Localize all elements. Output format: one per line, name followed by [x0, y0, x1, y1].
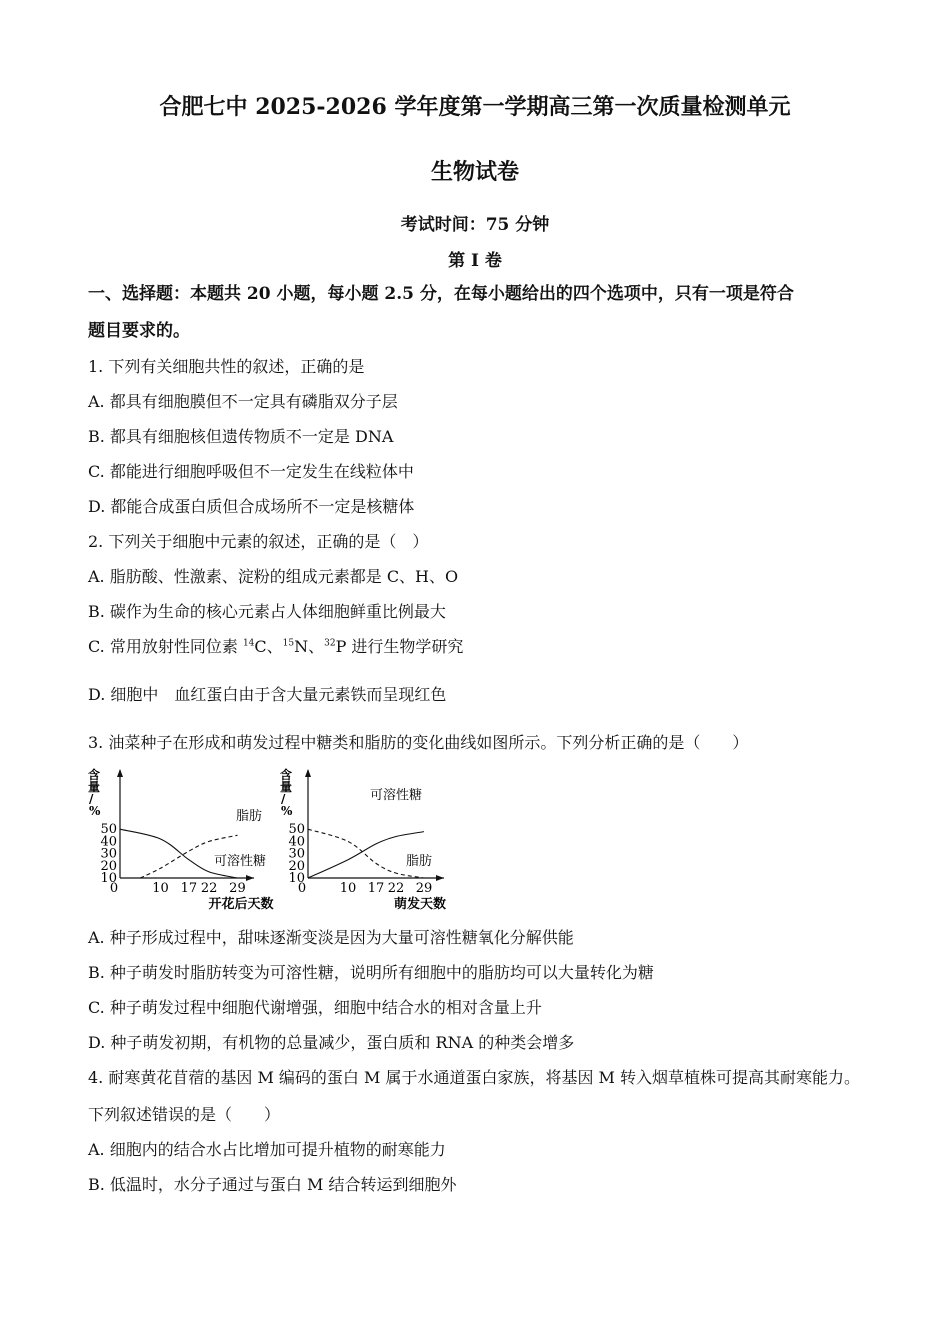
x-tick-label: 29: [229, 881, 246, 896]
series-label: 脂肪: [236, 809, 263, 824]
chart-seed-formation: [86, 765, 286, 915]
q2-option-b: B. 碳作为生命的核心元素占人体细胞鲜重比例最大: [88, 602, 446, 621]
q2-option-d: D. 细胞中 血红蛋白由于含大量元素铁而呈现红色: [88, 685, 447, 704]
y-tick-label: 10: [100, 871, 117, 886]
q3-option-a: A. 种子形成过程中，甜味逐渐变淡是因为大量可溶性糖氧化分解供能: [88, 928, 574, 947]
q2-option-c-text: C、: [254, 637, 283, 656]
isotope-superscript: 32: [324, 638, 336, 649]
x-tick-label: 17: [180, 881, 198, 896]
section-heading-line2: 题目要求的。: [88, 321, 190, 341]
x-tick-label: 0: [297, 881, 307, 896]
x-tick-label: 10: [339, 881, 357, 896]
exam-subject: 生物试卷: [430, 159, 519, 185]
q3-option-c: C. 种子萌发过程中细胞代谢增强，细胞中结合水的相对含量上升: [88, 998, 542, 1017]
q4-option-a: A. 细胞内的结合水占比增加可提升植物的耐寒能力: [88, 1140, 446, 1159]
exam-title: 合肥七中 2025-2026 学年度第一学期高三第一次质量检测单元: [159, 94, 791, 120]
y-tick-label: 30: [288, 846, 305, 862]
q3-option-b: B. 种子萌发时脂肪转变为可溶性糖，说明所有细胞中的脂肪均可以大量转化为糖: [88, 963, 654, 982]
x-tick-label: 22: [200, 881, 218, 896]
x-axis-label: 萌发天数: [393, 897, 447, 912]
x-tick-label: 17: [367, 881, 385, 896]
q4-option-b: B. 低温时，水分子通过与蛋白 M 结合转运到细胞外: [88, 1175, 457, 1194]
exam-volume: 第 I 卷: [448, 251, 502, 271]
y-tick-label: 50: [100, 822, 117, 838]
x-tick-label: 0: [109, 881, 119, 896]
y-tick-label: 50: [288, 822, 305, 838]
q1-option-d: D. 都能合成蛋白质但合成场所不一定是核糖体: [88, 497, 415, 516]
chart-seed-germination: [278, 765, 458, 915]
y-tick-label: 30: [100, 846, 117, 862]
y-axis-label: 含量/ %: [88, 768, 101, 818]
q3-stem: 3. 油菜种子在形成和萌发过程中糖类和脂肪的变化曲线如图所示。下列分析正确的是（ ）: [88, 733, 749, 752]
series-label: 可溶性糖: [370, 788, 423, 803]
isotope-superscript: 14: [242, 638, 255, 649]
q2-option-c-text: P 进行生物学研究: [335, 637, 464, 656]
x-axis-arrow: [246, 875, 254, 881]
q2-stem: 2. 下列关于细胞中元素的叙述，正确的是（ ）: [88, 532, 429, 551]
q1-option-a: A. 都具有细胞膜但不一定具有磷脂双分子层: [88, 392, 398, 411]
exam-time: 考试时间：75 分钟: [400, 215, 550, 235]
q2-option-c-text: C. 常用放射性同位素: [88, 637, 243, 656]
x-tick-label: 10: [152, 881, 169, 896]
y-axis-label: 含量/ %: [280, 768, 293, 818]
section-heading-line1: 一、选择题：本题共 20 小题，每小题 2.5 分，在每小题给出的四个选项中，只有一项是符合: [88, 284, 794, 304]
x-tick-label: 29: [415, 881, 433, 896]
y-tick-label: 40: [288, 834, 305, 850]
q4-stem-line2: 下列叙述错误的是（ ）: [88, 1105, 281, 1124]
q4-stem-line1: 4. 耐寒黄花苜蓿的基因 M 编码的蛋白 M 属于水通道蛋白家族，将基因 M 转入烟草植株可提高其耐寒能力。: [88, 1068, 861, 1087]
isotope-superscript: 15: [282, 638, 295, 649]
q1-stem: 1. 下列有关细胞共性的叙述，正确的是: [88, 357, 365, 376]
y-tick-label: 10: [288, 871, 305, 886]
series-label: 可溶性糖: [214, 854, 267, 869]
q1-option-c: C. 都能进行细胞呼吸但不一定发生在线粒体中: [88, 462, 414, 481]
x-axis-label: 开花后天数: [208, 897, 274, 912]
q1-option-b: B. 都具有细胞核但遗传物质不一定是 DNA: [88, 427, 394, 446]
y-tick-label: 20: [100, 858, 117, 874]
y-tick-label: 40: [100, 834, 117, 850]
series-label: 脂肪: [406, 854, 433, 869]
x-axis-arrow: [436, 875, 444, 881]
q2-option-c-text: N、: [294, 637, 325, 656]
y-axis-arrow: [305, 769, 311, 777]
y-tick-label: 20: [288, 858, 305, 874]
q2-option-c: [88, 637, 463, 657]
q3-option-d: D. 种子萌发初期，有机物的总量减少，蛋白质和 RNA 的种类会增多: [88, 1033, 575, 1052]
y-axis-arrow: [117, 769, 123, 777]
x-tick-label: 22: [387, 881, 405, 896]
q2-option-a: A. 脂肪酸、性激素、淀粉的组成元素都是 C、H、O: [88, 567, 459, 586]
